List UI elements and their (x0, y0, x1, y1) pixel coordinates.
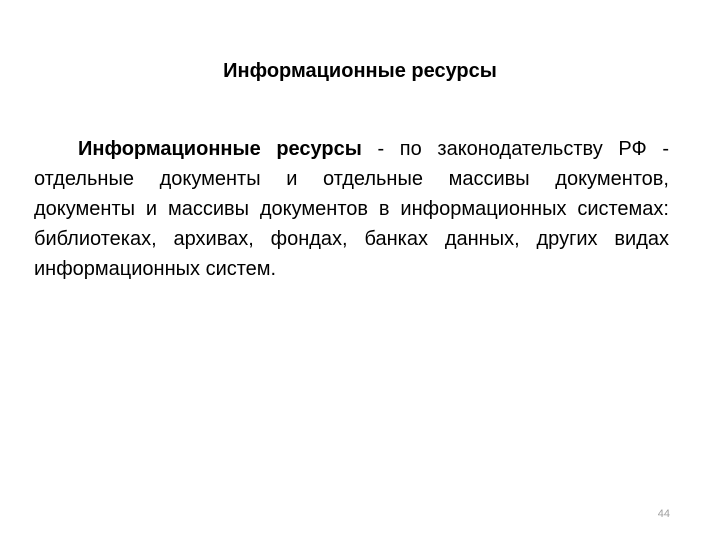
definition-text: - по законодательству РФ - отдельные документы и отдельные массивы документов, документы и массивы документов в информационных системах: библиотеках, архивах, фондах, банках данных, других видах информационных систем. (34, 138, 669, 280)
slide-title: Информационные ресурсы (223, 60, 497, 82)
defined-term: Информационные ресурсы (78, 138, 362, 160)
definition-paragraph (34, 134, 669, 284)
page-number: 44 (657, 508, 670, 520)
